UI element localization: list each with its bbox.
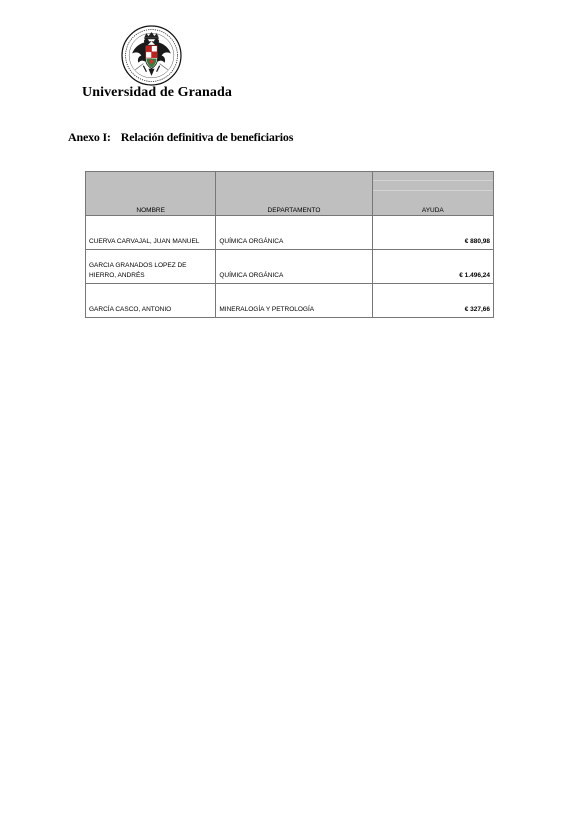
- header-divider: [373, 180, 493, 181]
- cell-nombre: GARCIA GRANADOS LOPEZ DE HIERRO, ANDRÉS: [86, 250, 216, 284]
- cell-ayuda: € 1.496,24: [372, 250, 493, 284]
- cell-departamento: QUÍMICA ORGÁNICA: [216, 216, 372, 250]
- table-row: [86, 250, 494, 284]
- column-header-departamento: DEPARTAMENTO: [216, 172, 372, 216]
- beneficiaries-table: [85, 171, 494, 318]
- table-row: [86, 216, 494, 250]
- annex-title: Relación definitiva de beneficiarios: [120, 130, 294, 144]
- annex-label: Anexo I:: [68, 130, 111, 144]
- university-seal-icon: [121, 25, 182, 86]
- cell-departamento: QUÍMICA ORGÁNICA: [216, 250, 372, 284]
- annex-heading: [68, 130, 293, 145]
- column-header-ayuda: [372, 172, 493, 216]
- column-header-nombre: NOMBRE: [86, 172, 216, 216]
- table-header-row: [86, 172, 494, 216]
- cell-departamento: MINERALOGÍA Y PETROLOGÍA: [216, 284, 372, 318]
- cell-ayuda: € 327,66: [372, 284, 493, 318]
- table-row: [86, 284, 494, 318]
- column-header-ayuda-label: AYUDA: [421, 207, 444, 214]
- cell-nombre: CUERVA CARVAJAL, JUAN MANUEL: [86, 216, 216, 250]
- cell-nombre: GARCÍA CASCO, ANTONIO: [86, 284, 216, 318]
- university-name: Universidad de Granada: [82, 85, 232, 100]
- header-divider: [373, 190, 493, 191]
- cell-ayuda: € 880,98: [372, 216, 493, 250]
